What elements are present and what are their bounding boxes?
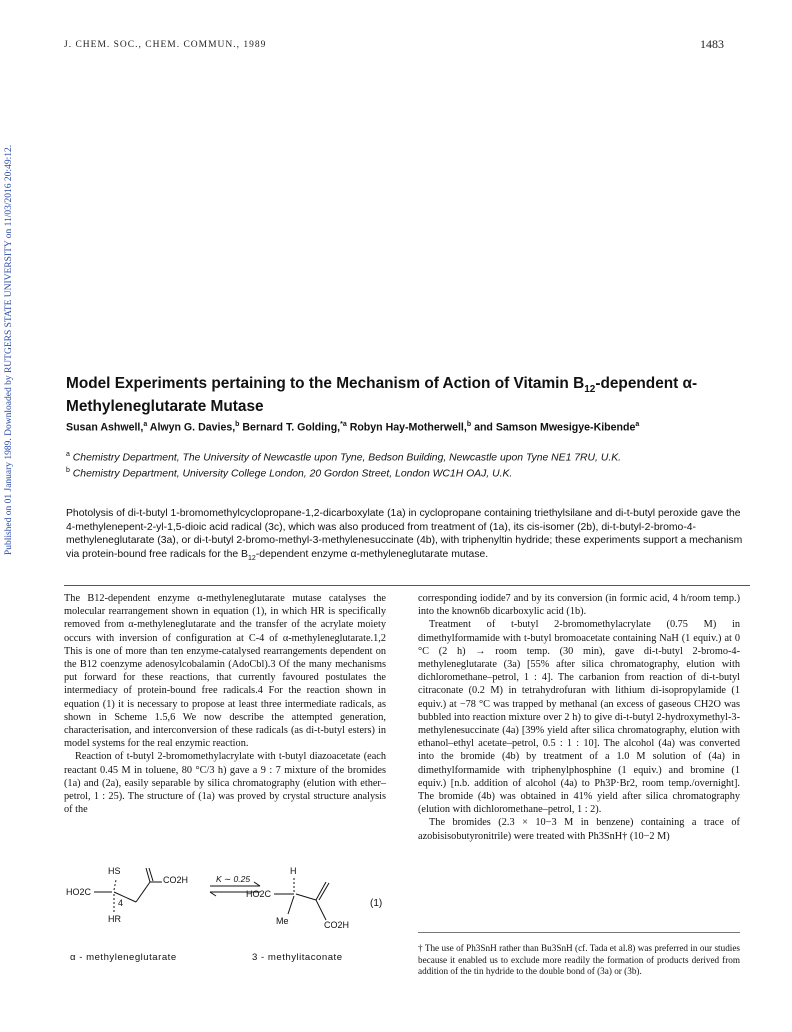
author-affiliation-mark: b [235, 421, 240, 428]
body-paragraph: The B12-dependent enzyme α-methyleneglutarate mutase catalyses the molecular rearrangement shown in equation (1), in which HR is specifically removed from α-methyleneglutarate and the transfer of the acrylate moiety occurs with inversion of configuration at C-4 of α-methyleneglutarate.1,2 This is one of more than ten enzyme-catalysed rearrangements dependent on the B12 coenzyme adenosylcobalamin (AdoCbl).3 Of the many mechanisms put forward for these reactions, that currently favoured postulates the intermediacy of protein-bound free radicals.4 For the reaction shown in equation (1) it is necessary to propose at least three intermediate radicals, as shown in Scheme 1.5,6 We now describe the attempted generation, characterisation, and interconversion of these radicals (as di-t-butyl esters) in model systems for the real enzymic reaction. [64, 593, 386, 750]
footnote-divider [418, 932, 740, 933]
body-paragraph: The bromides (2.3 × 10−3 M in benzene) containing a trace of azobisisobutyronitrile) were treated with Ph3SnH† (10−2 M) [418, 817, 740, 842]
body-column-left [64, 592, 386, 816]
affiliation-text: Chemistry Department, University College London, 20 Gordon Street, London WC1H OAJ, U.K. [69, 468, 513, 480]
abstract-part2: -dependent enzyme α-methyleneglutarate mutase. [255, 549, 489, 561]
bond-hs [114, 880, 116, 890]
author-affiliation-mark: a [143, 421, 148, 428]
abstract-subscript: 12 [247, 555, 256, 563]
title-subscript: 12 [584, 384, 596, 396]
label-me: Me [276, 916, 289, 926]
author-affiliation-mark: a [635, 421, 640, 428]
affiliation-mark: a [66, 451, 70, 458]
abstract-part1: Photolysis of di-t-butyl 1-bromomethylcyclopropane-1,2-dicarboxylate (1a) in cyclopropane containing triethylsilane and di-t-butyl peroxide gave the 4-methylenepent-2-yl-1,5-dioic acid radical (3c), which was also produced from treatment of (1a), its cis-isomer (2b), di-t-butyl-2-bromo-4-methyleneglutarate (3a), or di-t-butyl 2-bromo-methyl-3-methylenesuccinate (4b), with triphenyltin hydride; these experiments support a mechanism via protein-bound free radicals for the B [66, 508, 743, 561]
label-hr: HR [108, 914, 121, 924]
equation-1-scheme [64, 860, 394, 966]
author-name: Bernard T. Golding, [242, 421, 341, 434]
running-head: J. CHEM. SOC., CHEM. COMMUN., 1989 [64, 40, 267, 50]
affiliations [66, 448, 750, 481]
body-column-right [418, 592, 740, 843]
body-paragraph: corresponding iodide7 and by its conversion (in formic acid, 4 h/room temp.) into the known6b dicarboxylic acid (1b). [418, 593, 740, 618]
left-compound-caption: α - methyleneglutarate [70, 952, 177, 963]
author-name: Alwyn G. Davies, [149, 421, 236, 434]
body-paragraph: Treatment of t-butyl 2-bromomethylacrylate (0.75 M) in dimethylformamide with t-butyl bromoacetate containing NaH (1 equiv.) at 0 °C (2 h) → room temp. (30 min), gave di-t-butyl 2-bromo-4-methyleneglutarate (3a) [55% after silica chromatography, elution with dichloromethane–petrol, 1 : 4]. The carbanion from reaction of di-t-butyl citraconate (0.2 M) in tetrahydrofuran with lithium di-isopropylamide (1 equiv.) at −78 °C was trapped by methanal (an excess of gaseous CH2O was bubbled into reaction mixture over 2 h) to give di-t-butyl 2-hydroxymethyl-3-methylenesuccinate (4a) [39% yield after silica chromatography, elution with ethanol–ethyl acetate–petrol, 0.5 : 1 : 10]. The alcohol (4a) was converted into the bromide (4b) by treatment of a 1.0 M solution of (4a) in dimethylformamide with triphenylphosphine (1 equiv.) and bromine (1 equiv.) [n.b. addition of alcohol (4a) to Ph3P·Br2, room temp./overnight]. The bromide (4b) was obtained in 41% yield after silica chromatography (elution with dichloromethane–petrol, 1 : 2). [418, 619, 740, 816]
label-co2h-bottom: CO2H [324, 920, 350, 930]
author-affiliation-mark: b [466, 421, 472, 428]
title-part1: Model Experiments pertaining to the Mechanism of Action of Vitamin B [66, 375, 585, 392]
affiliation-text: Chemistry Department, The University of Newcastle upon Tyne, Bedson Building, Newcastle upon Tyne NE1 7RU, U.K. [69, 452, 622, 464]
author-list [66, 418, 746, 435]
bond-chain-2 [136, 882, 150, 902]
page-number: 1483 [700, 37, 724, 51]
bond-chain-right [296, 894, 316, 900]
equation-number: (1) [370, 898, 383, 909]
author-name: Susan Ashwell, [66, 421, 144, 434]
equilibrium-constant: K ∼ 0.25 [216, 874, 251, 884]
forward-arrow-head [254, 882, 260, 886]
footnote [418, 943, 740, 978]
bond-me [288, 896, 294, 914]
right-compound-caption: 3 - methylitaconate [252, 952, 343, 963]
label-ho2c-right: HO2C [246, 889, 272, 899]
label-ho2c-left: HO2C [66, 887, 92, 897]
footnote-text: † The use of Ph3SnH rather than Bu3SnH (cf. Tada et al.8) was preferred in our studies because it enabled us to exclude more readily the formation of products derived from addition of the tin hydride to the double bond of (3a) or (3b). [418, 943, 740, 977]
bond-co2h-bottom [316, 900, 326, 920]
author-name: Robyn Hay-Motherwell, [349, 421, 467, 434]
affiliation-a [66, 448, 750, 464]
affiliation-mark: b [66, 467, 70, 475]
article-title [66, 375, 746, 415]
author-affiliation-mark: *a [340, 421, 347, 428]
title-part2: -dependent α-Methyleneglutarate Mutase [66, 375, 698, 416]
label-hs: HS [108, 866, 121, 876]
author-name: and Samson Mwesigye-Kibende [474, 421, 636, 434]
section-divider [64, 585, 750, 586]
affiliation-b [66, 464, 750, 480]
body-paragraph: Reaction of t-butyl 2-bromomethylacrylate with t-butyl diazoacetate (each reactant 0.45 M in toluene, 80 °C/3 h) gave a 9 : 7 mixture of the bromides (1a) and (2a), easily separable by silica chromatography (elution with ether–petrol, 1 : 25). The structure of (1a) was proved by crystal structure analysis of the [64, 751, 386, 816]
label-h-top: H [290, 866, 297, 876]
label-c4: 4 [118, 898, 124, 908]
download-side-note[interactable]: Published on 01 January 1989. Downloaded by RUTGERS STATE UNIVERSITY on 11/03/2016 20:49:12. [4, 144, 14, 556]
label-co2h-top: CO2H [163, 875, 189, 885]
reverse-arrow-head [210, 892, 216, 896]
abstract [66, 507, 750, 566]
